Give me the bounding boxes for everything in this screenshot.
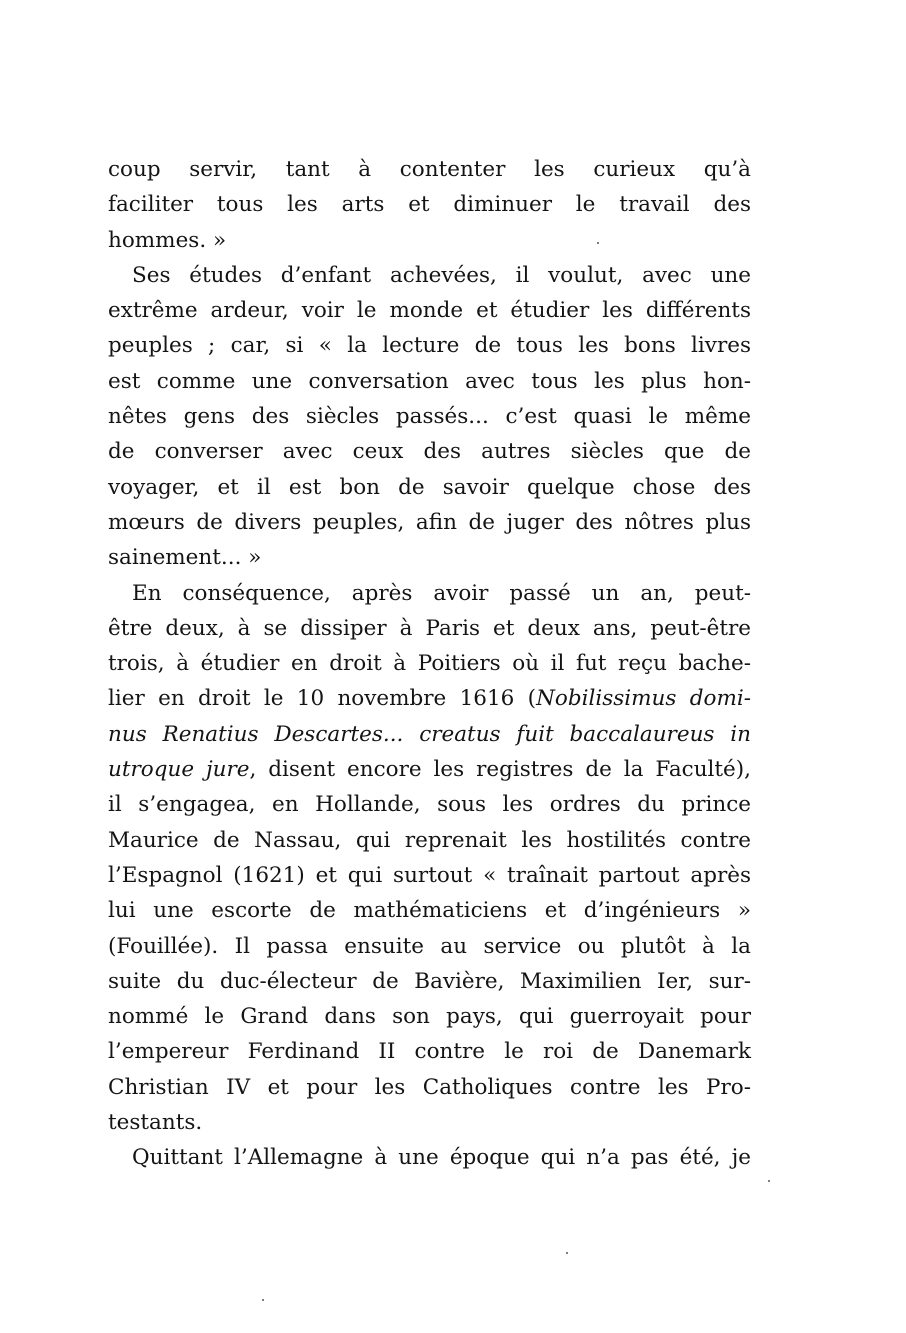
text-line: être deux, à se dissiper à Paris et deux ans, peut-être	[108, 615, 751, 641]
text-line: l’empereur Ferdinand II contre le roi de Danemark	[108, 1039, 751, 1065]
latin-quote: utroque jure	[108, 757, 250, 783]
latin-quote: Nobilissimus domi-	[536, 686, 751, 712]
text-line: trois, à étudier en droit à Poitiers où il fut reçu bache-	[108, 651, 751, 677]
scan-speck	[566, 1252, 568, 1254]
text-line: lier en droit le 10 novembre 1616 (Nobilissimus domi-	[108, 686, 751, 712]
text-line: nommé le Grand dans son pays, qui guerroyait pour	[108, 1004, 751, 1030]
text-line: (Fouillée). Il passa ensuite au service ou plutôt à la	[108, 933, 751, 959]
text-line: coup servir, tant à contenter les curieux qu’à	[108, 157, 751, 182]
text-line: est comme une conversation avec tous les plus hon-	[108, 368, 751, 394]
text-line: testants.	[108, 1110, 203, 1136]
text-line: faciliter tous les arts et diminuer le travail des	[108, 192, 751, 218]
text-line: il s’engagea, en Hollande, sous les ordres du prince	[108, 792, 751, 818]
paragraph-start-line: Ses études d’enfant achevées, il voulut, avec une	[132, 262, 751, 288]
text-line: mœurs de divers peuples, afin de juger des nôtres plus	[108, 509, 751, 535]
text-line	[108, 717, 751, 752]
text-line: utroque jure, disent encore les registres de la Faculté),	[108, 757, 752, 783]
text-line: extrême ardeur, voir le monde et étudier les différents	[108, 298, 751, 324]
text-line: hommes. »	[108, 227, 227, 253]
text-line: Christian IV et pour les Catholiques contre les Pro-	[108, 1074, 751, 1100]
paragraph-start-line: En conséquence, après avoir passé un an, peut-	[132, 580, 751, 606]
text-line: suite du duc-électeur de Bavière, Maximilien Ier, sur-	[108, 968, 751, 994]
text-line: de converser avec ceux des autres siècles que de	[108, 439, 751, 465]
text-line: nêtes gens des siècles passés... c’est quasi le même	[108, 404, 751, 430]
scan-speck	[768, 1180, 770, 1182]
body-text	[108, 152, 751, 1176]
text-line: sainement... »	[108, 545, 262, 571]
text-line: voyager, et il est bon de savoir quelque chose des	[108, 474, 751, 500]
text-line: l’Espagnol (1621) et qui surtout « traînait partout après	[108, 862, 751, 888]
scan-speck	[597, 242, 599, 244]
text-line: peuples ; car, si « la lecture de tous les bons livres	[108, 333, 751, 359]
paragraph-start-line: Quittant l’Allemagne à une époque qui n’a pas été, je	[132, 1145, 751, 1171]
text-line: lui une escorte de mathématiciens et d’ingénieurs »	[108, 898, 751, 924]
latin-quote: nus Renatius Descartes... creatus fuit baccalaureus in	[108, 721, 751, 747]
scan-speck	[262, 1299, 264, 1301]
text-line: Maurice de Nassau, qui reprenait les hostilités contre	[108, 827, 751, 853]
